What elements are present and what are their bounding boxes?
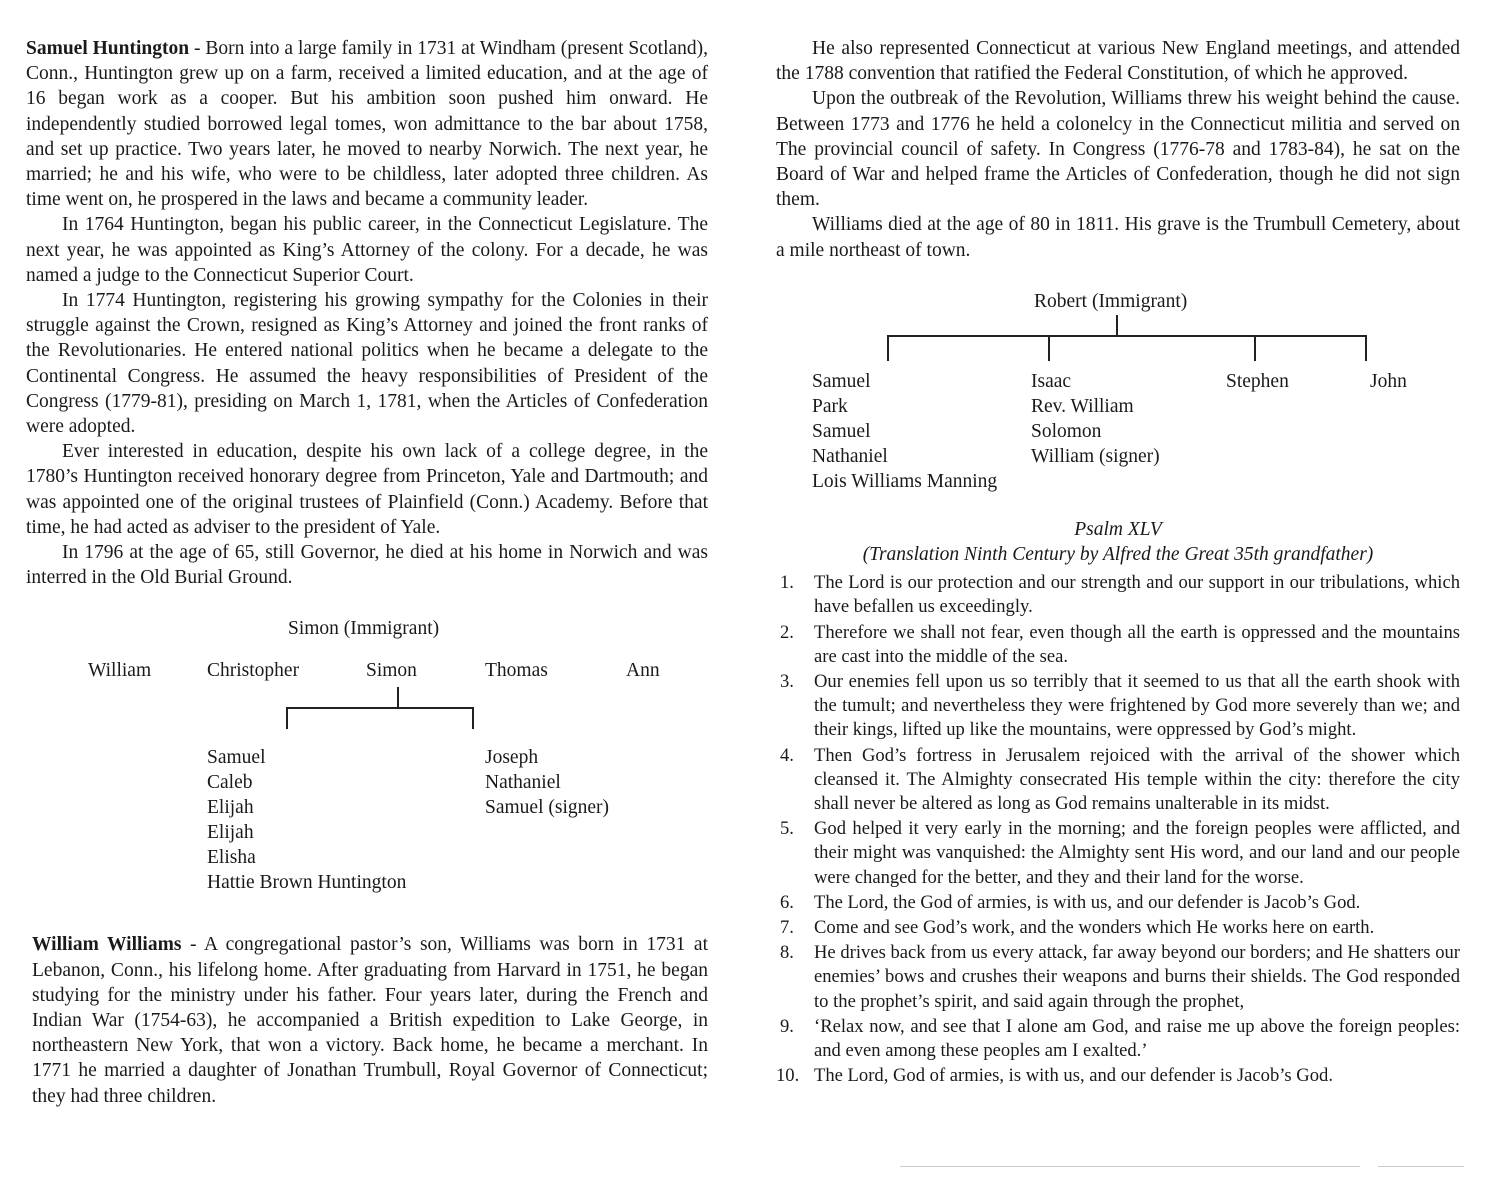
tree-connector — [887, 335, 1367, 337]
tree-descendant: Hattie Brown Huntington — [207, 872, 407, 894]
williams-paragraph-4: Williams died at the age of 80 in 1811. His grave is the Trumbull Cemetery, about a mile northeast of town. — [776, 214, 1460, 261]
tree-root: Simon (Immigrant) — [288, 618, 440, 640]
left-column — [26, 36, 708, 1109]
huntington-paragraph-3: In 1774 Huntington, registering his growing sympathy for the Colonies in their struggle against the Crown, resigned as King’s Attorney and joined the front ranks of the Revolutionaries. He entered national politics when he became a delegate to the Continental Congress. He assumed the heavy responsibilities of President of the Congress (1779-81), presiding on March 1, 1781, when the Articles of Confederation were adopted. — [26, 290, 708, 438]
huntington-paragraph-5: In 1796 at the age of 65, still Governor, he died at his home in Norwich and was interred in the Old Burial Ground. — [26, 542, 708, 589]
psalm-verse — [776, 1015, 1460, 1063]
tree-descendant: Joseph — [485, 747, 539, 769]
verse-text: Therefore we shall not fear, even though all the earth is oppressed and the mountains are cast into the middle of the sea. — [814, 621, 1460, 667]
tree-connector — [1365, 335, 1367, 361]
verse-number: 8. — [780, 942, 794, 964]
psalm-verse — [776, 891, 1460, 915]
tree-descendant: Nathaniel — [485, 772, 561, 794]
tree-descendant: William (signer) — [1031, 445, 1160, 467]
tree-connector — [286, 707, 474, 709]
tree-descendant: Park — [812, 395, 848, 417]
tree-connector — [1048, 335, 1050, 361]
tree-descendant: Rev. William — [1031, 395, 1134, 417]
tree-child: Samuel — [812, 370, 871, 392]
tree-connector — [472, 707, 474, 729]
williams-name: William Williams — [32, 934, 182, 956]
williams-paragraph-1 — [32, 932, 708, 1108]
tree-connector — [286, 707, 288, 729]
tree-child: Christopher — [207, 660, 300, 682]
page-edge-rule — [900, 1166, 1360, 1167]
right-column — [776, 36, 1460, 1090]
verse-number: 9. — [780, 1015, 794, 1037]
verse-text: The Lord, God of armies, is with us, and our defender is Jacob’s God. — [814, 1065, 1333, 1087]
huntington-paragraph-4: Ever interested in education, despite his own lack of a college degree, in the 1780’s Huntington received honorary degree from Princeton, Yale and Dartmouth; and was appointed one of the original trustees of Plainfield (Conn.) Academy. Before that time, he had acted as adviser to the president of Yale. — [26, 441, 708, 538]
psalm-verse — [776, 670, 1460, 743]
tree-root: Robert (Immigrant) — [1034, 290, 1188, 312]
verse-number: 10. — [776, 1065, 800, 1087]
tree-descendant: Samuel — [207, 747, 266, 769]
psalm-verse — [776, 941, 1460, 1014]
verse-number: 1. — [780, 572, 794, 594]
williams-intro: - A congregational pastor’s son, Williams was born in 1731 at Lebanon, Conn., his lifelong home. After graduating from Harvard in 1751, he began studying for the ministry under his father. Four years later, during the French and Indian War (1754-63), he accompanied a British expedition to Lake George, in northeastern New York, that won a victory. Back home, he became a merchant. In 1771 he married a daughter of Jonathan Trumbull, Royal Governor of Connecticut; they had three children. — [32, 934, 708, 1107]
tree-child: Thomas — [485, 660, 548, 682]
verse-number: 5. — [780, 818, 794, 840]
huntington-paragraph-2: In 1764 Huntington, began his public career, in the Connecticut Legislature. The next year, he was appointed as King’s Attorney of the colony. For a decade, he was named a judge to the Connecticut Superior Court. — [26, 214, 708, 286]
verse-text: He drives back from us every attack, far away beyond our borders; and He shatters our enemies’ bows and crushes their weapons and burns their shields. The God responded to the prophet’s spirit, and said again through the prophet, — [814, 942, 1460, 1012]
tree-child: Ann — [626, 660, 660, 682]
tree-descendant: Samuel — [812, 420, 871, 442]
tree-descendant: Elijah — [207, 822, 254, 844]
tree-child: William — [88, 660, 152, 682]
tree-connector — [397, 687, 399, 709]
tree-child: Stephen — [1226, 370, 1289, 392]
verse-number: 7. — [780, 917, 794, 939]
huntington-name: Samuel Huntington — [26, 38, 190, 59]
tree-descendant: Caleb — [207, 772, 253, 794]
williams-paragraph-3: Upon the outbreak of the Revolution, Williams threw his weight behind the cause. Between 1773 and 1776 he held a colonelcy in the Connecticut militia and served on The provincial council of safety. In Congress (1776-78 and 1783-84), he sat on the Board of War and helped frame the Articles of Confederation, though he did not sign them. — [776, 88, 1460, 211]
huntington-family-tree — [26, 612, 708, 932]
tree-descendant: Nathaniel — [812, 445, 888, 467]
psalm-verse-list — [776, 571, 1460, 1088]
tree-connector — [887, 335, 889, 361]
verse-number: 2. — [780, 621, 794, 643]
williams-family-tree — [776, 289, 1460, 499]
psalm-verse — [776, 571, 1460, 619]
verse-number: 3. — [780, 671, 794, 693]
tree-connector — [1116, 315, 1118, 337]
page-edge-rule — [1378, 1166, 1464, 1167]
verse-text: God helped it very early in the morning; and the foreign peoples were afflicted, and their might was vanquished: the Almighty sent His word, and our land and our people were changed for the better, and they and their land for the worse. — [814, 818, 1460, 888]
verse-text: The Lord, the God of armies, is with us, and our defender is Jacob’s God. — [814, 891, 1361, 913]
verse-text: Come and see God’s work, and the wonders which He works here on earth. — [814, 917, 1375, 939]
verse-number: 4. — [780, 744, 794, 766]
tree-child: Simon — [366, 660, 417, 682]
psalm-verse — [776, 621, 1460, 669]
huntington-intro: - Born into a large family in 1731 at Windham (present Scotland), Conn., Huntington grew up on a farm, received a limited education, and at the age of 16 began work as a cooper. But his ambition soon pushed him onward. He independently studied borrowed legal tomes, won admittance to the bar about 1758, and set up practice. Two years later, he moved to nearby Norwich. The next year, he married; he and his wife, who were to be childless, later adopted three children. As time went on, he prospered in the laws and became a community leader. — [26, 38, 709, 211]
psalm-title: Psalm XLV — [1074, 518, 1162, 540]
tree-connector — [1254, 335, 1256, 361]
tree-descendant: Elisha — [207, 847, 256, 869]
psalm-verse — [776, 817, 1460, 890]
tree-descendant: Solomon — [1031, 420, 1102, 442]
verse-text: Our enemies fell upon us so terribly that it seemed to us that all the earth shook with the tumult; and nevertheless they were frightened by God more severely than we; and their kings, lifted up like the mountains, were oppressed by God’s might. — [814, 671, 1460, 741]
psalm-verse — [776, 916, 1460, 940]
tree-descendant: Lois Williams Manning — [812, 470, 998, 492]
verse-text: The Lord is our protection and our strength and our support in our tribulations, which have befallen us exceedingly. — [814, 572, 1460, 618]
williams-paragraph-2: He also represented Connecticut at various New England meetings, and attended the 1788 convention that ratified the Federal Constitution, of which he approved. — [776, 38, 1460, 85]
huntington-paragraph-1 — [26, 36, 708, 212]
verse-number: 6. — [780, 891, 794, 913]
psalm-verse — [776, 1064, 1460, 1088]
verse-text: ‘Relax now, and see that I alone am God, and raise me up above the foreign peoples: and even among these peoples am I exalted.’ — [814, 1015, 1460, 1062]
psalm-verse — [776, 744, 1460, 817]
verse-text: Then God’s fortress in Jerusalem rejoiced with the arrival of the shower which cleansed it. The Almighty consecrated His temple within the city: therefore the city shall never be altered as long as God remains unalterable in its midst. — [814, 744, 1460, 815]
tree-child: Isaac — [1031, 370, 1072, 392]
psalm-subtitle: (Translation Ninth Century by Alfred the Great 35th grandfather) — [862, 544, 1374, 566]
tree-child: John — [1370, 370, 1407, 392]
tree-descendant: Elijah — [207, 797, 254, 819]
tree-descendant: Samuel (signer) — [485, 797, 610, 819]
